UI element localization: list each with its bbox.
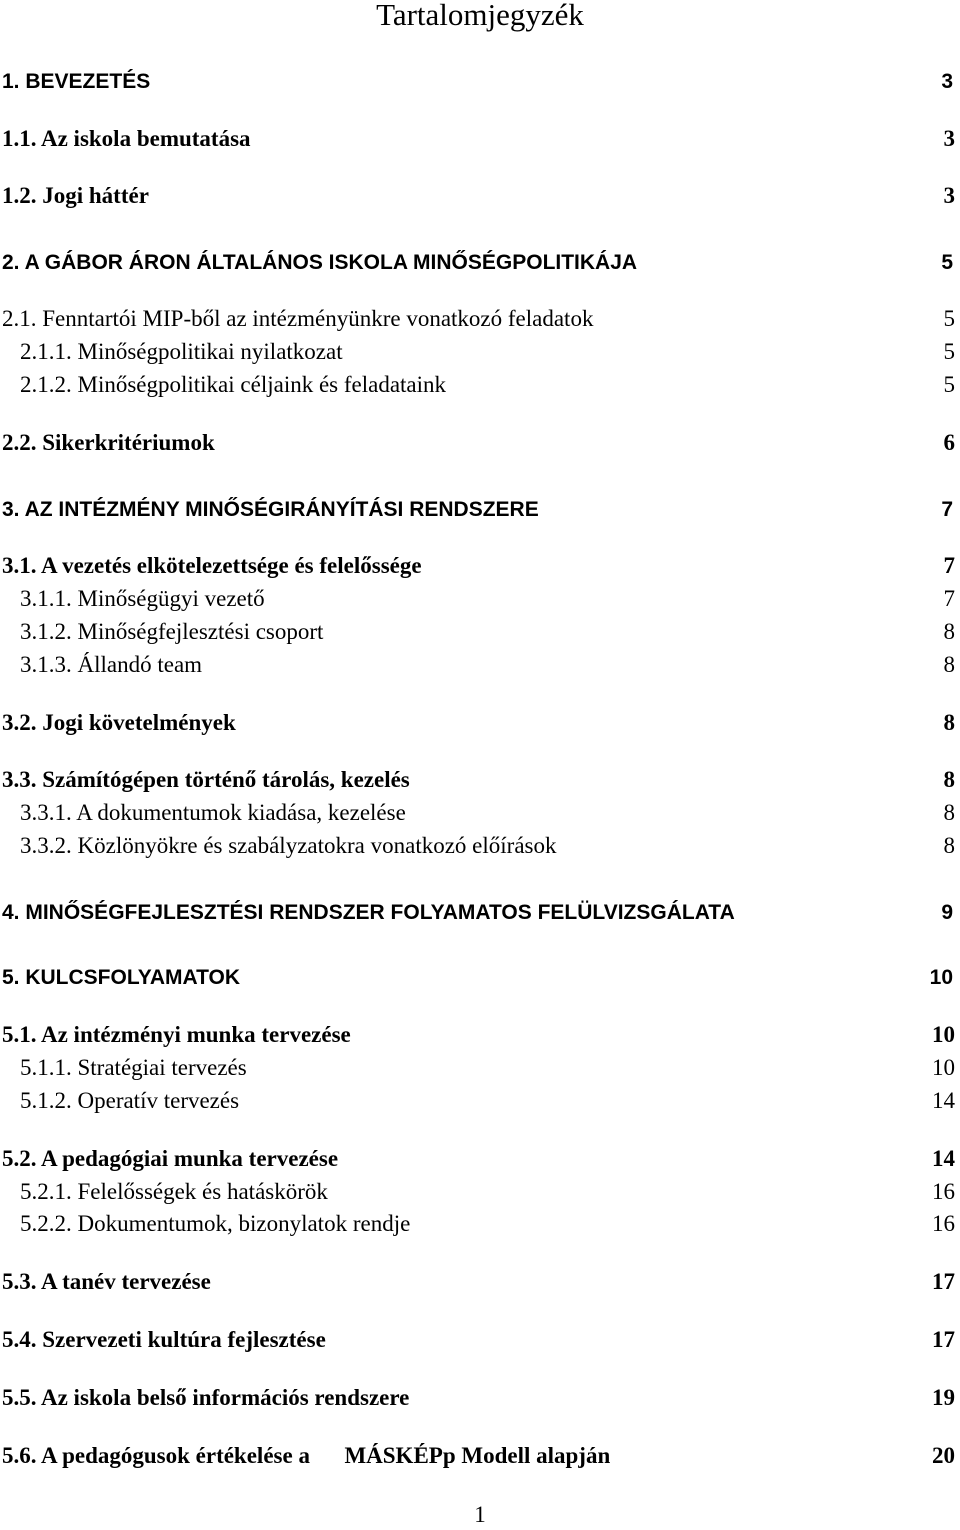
toc-entry-5-4[interactable]: [0, 1325, 960, 1355]
toc-entry-label: 2.2. Sikerkritériumok: [2, 430, 215, 455]
toc-entry-label: 3.1.1. Minőségügyi vezető: [20, 586, 265, 611]
toc-entry-page: 10: [932, 1022, 955, 1047]
toc-entry-page: 10: [929, 966, 953, 989]
toc-entry-5-1[interactable]: [0, 1020, 960, 1050]
toc-entry-label: 5.2.1. Felelősségek és hatáskörök: [20, 1179, 328, 1204]
toc-entry-label: 5.2.2. Dokumentumok, bizonylatok rendje: [20, 1211, 411, 1236]
toc-entry-3-3-1[interactable]: [0, 798, 960, 828]
toc-entry-page: 14: [932, 1146, 955, 1171]
toc-entry-label: 5.2. A pedagógiai munka tervezése: [2, 1146, 339, 1171]
toc-entry-label: 3. AZ INTÉZMÉNY MINŐSÉGIRÁNYÍTÁSI RENDSZERE: [2, 498, 539, 521]
toc-entry-label: 5.1.2. Operatív tervezés: [20, 1088, 240, 1113]
toc-entry-label: 5.4. Szervezeti kultúra fejlesztése: [2, 1327, 326, 1352]
toc-entry-2-2[interactable]: [0, 428, 960, 458]
toc-entry-1-2[interactable]: [0, 181, 960, 211]
toc-entry-2-1-1[interactable]: [0, 337, 960, 367]
toc-entry-label: 5.1. Az intézményi munka tervezése: [2, 1022, 351, 1047]
toc-entry-5-5[interactable]: [0, 1383, 960, 1413]
toc-entry-label: 5.1.1. Stratégiai tervezés: [20, 1055, 247, 1080]
toc-entry-4[interactable]: [0, 898, 960, 928]
toc-entry-page: 16: [932, 1211, 955, 1236]
toc-entry-5-2-1[interactable]: [0, 1177, 960, 1207]
toc-entry-page: 5: [943, 306, 955, 331]
toc-entry-page: 3: [943, 126, 955, 151]
toc-entry-label: 1.1. Az iskola bemutatása: [2, 126, 251, 151]
toc-entry-label: 5. KULCSFOLYAMATOK: [2, 966, 241, 989]
toc-entry-3-2[interactable]: [0, 708, 960, 738]
toc-entry-page: 3: [941, 70, 953, 93]
toc-entry-page: 10: [932, 1055, 955, 1080]
toc-entry-page: 5: [943, 339, 955, 364]
toc-entry-label: 2. A GÁBOR ÁRON ÁLTALÁNOS ISKOLA MINŐSÉGPOLITIKÁJA: [2, 251, 638, 274]
toc-entry-5-3[interactable]: [0, 1267, 960, 1297]
toc-entry-page: 5: [943, 372, 955, 397]
toc-entry-3[interactable]: [0, 495, 960, 525]
toc-entry-label: 3.3. Számítógépen történő tárolás, kezelés: [2, 767, 410, 792]
toc-entry-3-1-3[interactable]: [0, 650, 960, 680]
toc-entry-page: 16: [932, 1179, 955, 1204]
toc-entry-3-1-2[interactable]: [0, 617, 960, 647]
toc-entry-3-3-2[interactable]: [0, 831, 960, 861]
toc-entry-page: 7: [941, 498, 953, 521]
toc-entry-5[interactable]: [0, 963, 960, 993]
toc-entry-label: 5.6. A pedagógusok értékelése a MÁSKÉPp Modell alapján: [2, 1443, 611, 1468]
toc-entry-label: 4. MINŐSÉGFEJLESZTÉSI RENDSZER FOLYAMATOS FELÜLVIZSGÁLATA: [2, 901, 735, 924]
toc-entry-page: 8: [943, 800, 955, 825]
toc-entry-label: 3.3.2. Közlönyökre és szabályzatokra vonatkozó előírások: [20, 833, 557, 858]
toc-entry-page: 7: [943, 553, 955, 578]
toc-entry-page: 8: [943, 652, 955, 677]
toc-entry-5-2-2[interactable]: [0, 1209, 960, 1239]
toc-entry-3-3[interactable]: [0, 765, 960, 795]
toc-entry-page: 6: [943, 430, 955, 455]
toc-entry-label: 3.1. A vezetés elkötelezettsége és felelőssége: [2, 553, 422, 578]
toc-entry-5-2[interactable]: [0, 1144, 960, 1174]
toc-entry-page: 20: [932, 1443, 955, 1468]
toc-entry-5-6[interactable]: [0, 1441, 960, 1471]
toc-entry-label: 5.5. Az iskola belső információs rendszere: [2, 1385, 410, 1410]
toc-entry-page: 8: [943, 767, 955, 792]
toc-entry-2[interactable]: [0, 248, 960, 278]
toc-entry-label: 5.3. A tanév tervezése: [2, 1269, 211, 1294]
toc-entry-label: 3.3.1. A dokumentumok kiadása, kezelése: [20, 800, 406, 825]
toc-entry-label: 3.1.2. Minőségfejlesztési csoport: [20, 619, 324, 644]
toc-entry-1-1[interactable]: [0, 124, 960, 154]
toc-entry-page: 17: [932, 1327, 955, 1352]
toc-entry-label: 3.2. Jogi követelmények: [2, 710, 236, 735]
toc-entry-5-1-1[interactable]: [0, 1053, 960, 1083]
toc-entry-3-1[interactable]: [0, 551, 960, 581]
toc-entry-page: 19: [932, 1385, 955, 1410]
toc-entry-label: 1.2. Jogi háttér: [2, 183, 149, 208]
toc-entry-page: 7: [943, 586, 955, 611]
toc-entry-label: 3.1.3. Állandó team: [20, 652, 203, 677]
toc-entry-page: 17: [932, 1269, 955, 1294]
page-title: Tartalomjegyzék: [376, 0, 584, 32]
toc-entry-page: 8: [943, 833, 955, 858]
toc-entry-2-1[interactable]: [0, 304, 960, 334]
toc-entry-5-1-2[interactable]: [0, 1086, 960, 1116]
toc-entry-label: 2.1.2. Minőségpolitikai céljaink és feladataink: [20, 372, 447, 397]
toc-entry-label: 2.1.1. Minőségpolitikai nyilatkozat: [20, 339, 343, 364]
toc-entry-3-1-1[interactable]: [0, 584, 960, 614]
toc-entry-page: 9: [941, 901, 953, 924]
toc-entry-label: 1. BEVEZETÉS: [2, 70, 151, 93]
toc-entry-label: 2.1. Fenntartói MIP-ből az intézményünkre vonatkozó feladatok: [2, 306, 594, 331]
toc-entry-2-1-2[interactable]: [0, 370, 960, 400]
toc-entry-page: 14: [932, 1088, 955, 1113]
toc-entry-page: 8: [943, 710, 955, 735]
toc-entry-page: 8: [943, 619, 955, 644]
toc-entry-1[interactable]: [0, 67, 960, 97]
toc-entry-page: 3: [943, 183, 955, 208]
toc-entry-page: 5: [941, 251, 953, 274]
page-number: 1: [474, 1502, 486, 1527]
